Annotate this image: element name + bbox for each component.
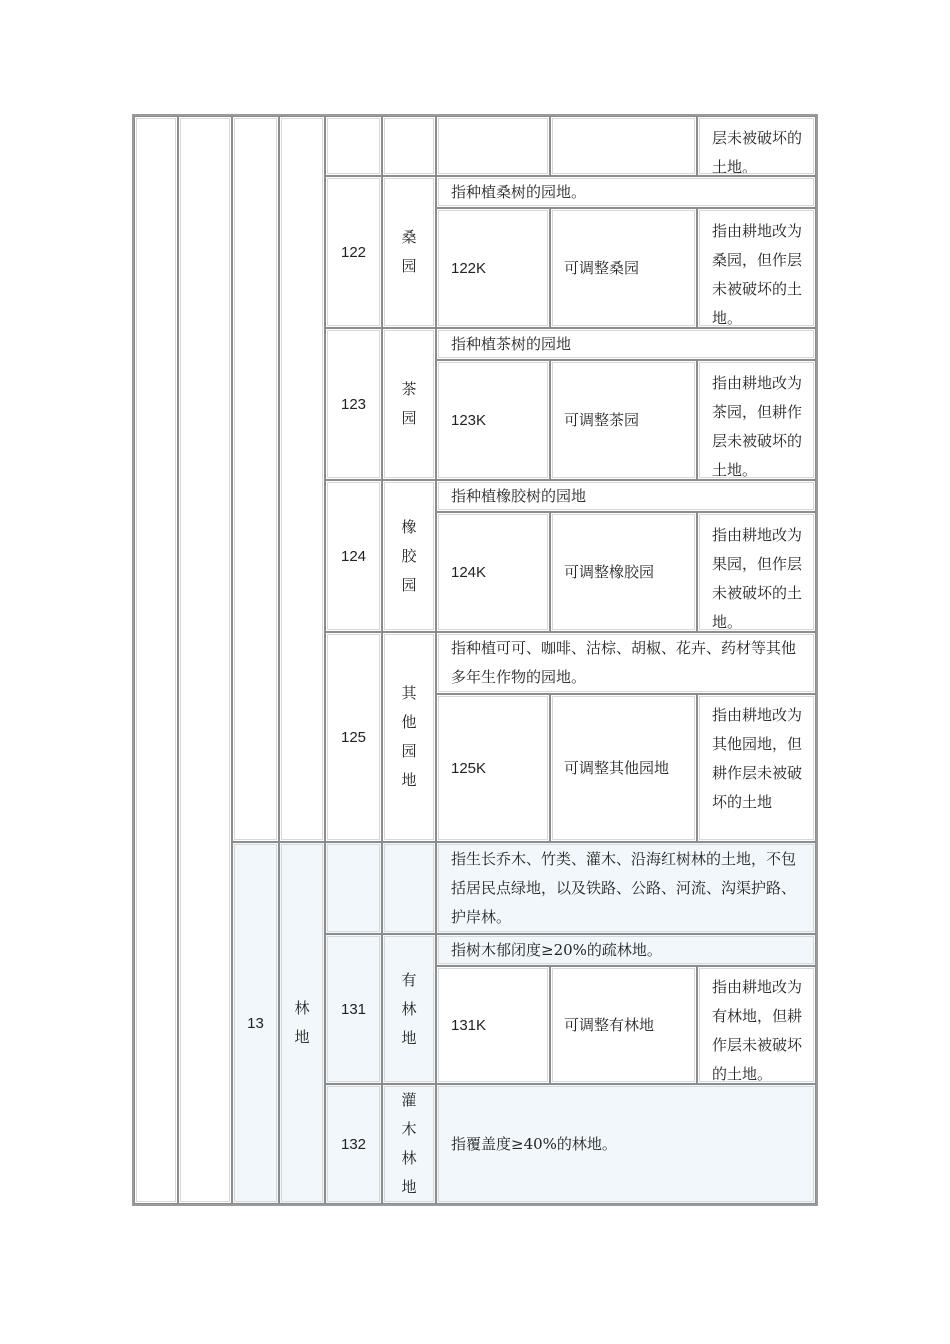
name-cell-13 <box>279 842 325 1204</box>
desc-122: 指种植桑树的园地。 <box>436 176 816 208</box>
desc-132: 指覆盖度≥40%的林地。 <box>436 1084 816 1204</box>
adj-124: 可调整橡胶园 <box>550 512 697 632</box>
name-122: 桑园 <box>401 228 417 275</box>
name-cell-123 <box>382 328 436 480</box>
name-13: 林地 <box>294 999 310 1046</box>
desc-13: 指生长乔木、竹类、灌木、沿海红树林的土地，不包括居民点绿地，以及铁路、公路、河流、沟渠护路、护岸林。 <box>436 842 816 934</box>
name-132: 灌木林地 <box>401 1091 417 1196</box>
name-123: 茶园 <box>401 380 417 427</box>
name-cell-132 <box>382 1084 436 1204</box>
cont-code-cell <box>325 116 382 176</box>
code-13-sub-empty <box>325 842 382 934</box>
note-125: 指由耕地改为其他园地，但耕作层未被破坏的土地 <box>697 694 816 842</box>
code-123: 123 <box>325 328 382 480</box>
col-empty-3 <box>232 116 279 842</box>
desc-131: 指树木郁闭度≥20%的疏林地。 <box>436 934 816 966</box>
col-empty-4 <box>279 116 325 842</box>
name-124: 橡胶园 <box>401 517 417 594</box>
k-131: 131K <box>436 966 550 1084</box>
adj-125: 可调整其他园地 <box>550 694 697 842</box>
code-124: 124 <box>325 480 382 632</box>
adj-123: 可调整茶园 <box>550 360 697 480</box>
desc-124: 指种植橡胶树的园地 <box>436 480 816 512</box>
cont-name-cell <box>382 116 436 176</box>
code-13: 13 <box>232 842 279 1204</box>
k-122: 122K <box>436 208 550 328</box>
col-empty-2 <box>178 116 232 1204</box>
col-empty-1 <box>134 116 178 1204</box>
name-cell-125 <box>382 632 436 842</box>
code-122: 122 <box>325 176 382 328</box>
cont-k-cell <box>436 116 550 176</box>
k-124: 124K <box>436 512 550 632</box>
note-122: 指由耕地改为桑园，但作层未被破坏的土地。 <box>697 208 816 328</box>
note-124: 指由耕地改为果园，但作层未被破坏的土地。 <box>697 512 816 632</box>
name-131: 有林地 <box>401 970 417 1047</box>
code-125: 125 <box>325 632 382 842</box>
k-125: 125K <box>436 694 550 842</box>
name-13-sub-empty <box>382 842 436 934</box>
adj-122: 可调整桑园 <box>550 208 697 328</box>
name-125: 其他园地 <box>401 684 417 789</box>
cont-note: 层未被破坏的土地。 <box>697 116 816 176</box>
desc-123: 指种植茶树的园地 <box>436 328 816 360</box>
name-cell-131 <box>382 934 436 1084</box>
adj-131: 可调整有林地 <box>550 966 697 1084</box>
desc-125: 指种植可可、咖啡、沽棕、胡椒、花卉、药材等其他多年生作物的园地。 <box>436 632 816 694</box>
code-132: 132 <box>325 1084 382 1204</box>
code-131: 131 <box>325 934 382 1084</box>
cont-adj-cell <box>550 116 697 176</box>
name-cell-122 <box>382 176 436 328</box>
note-123: 指由耕地改为茶园，但耕作层未被破坏的土地。 <box>697 360 816 480</box>
note-131: 指由耕地改为有林地，但耕作层未被破坏的土地。 <box>697 966 816 1084</box>
name-cell-124 <box>382 480 436 632</box>
k-123: 123K <box>436 360 550 480</box>
